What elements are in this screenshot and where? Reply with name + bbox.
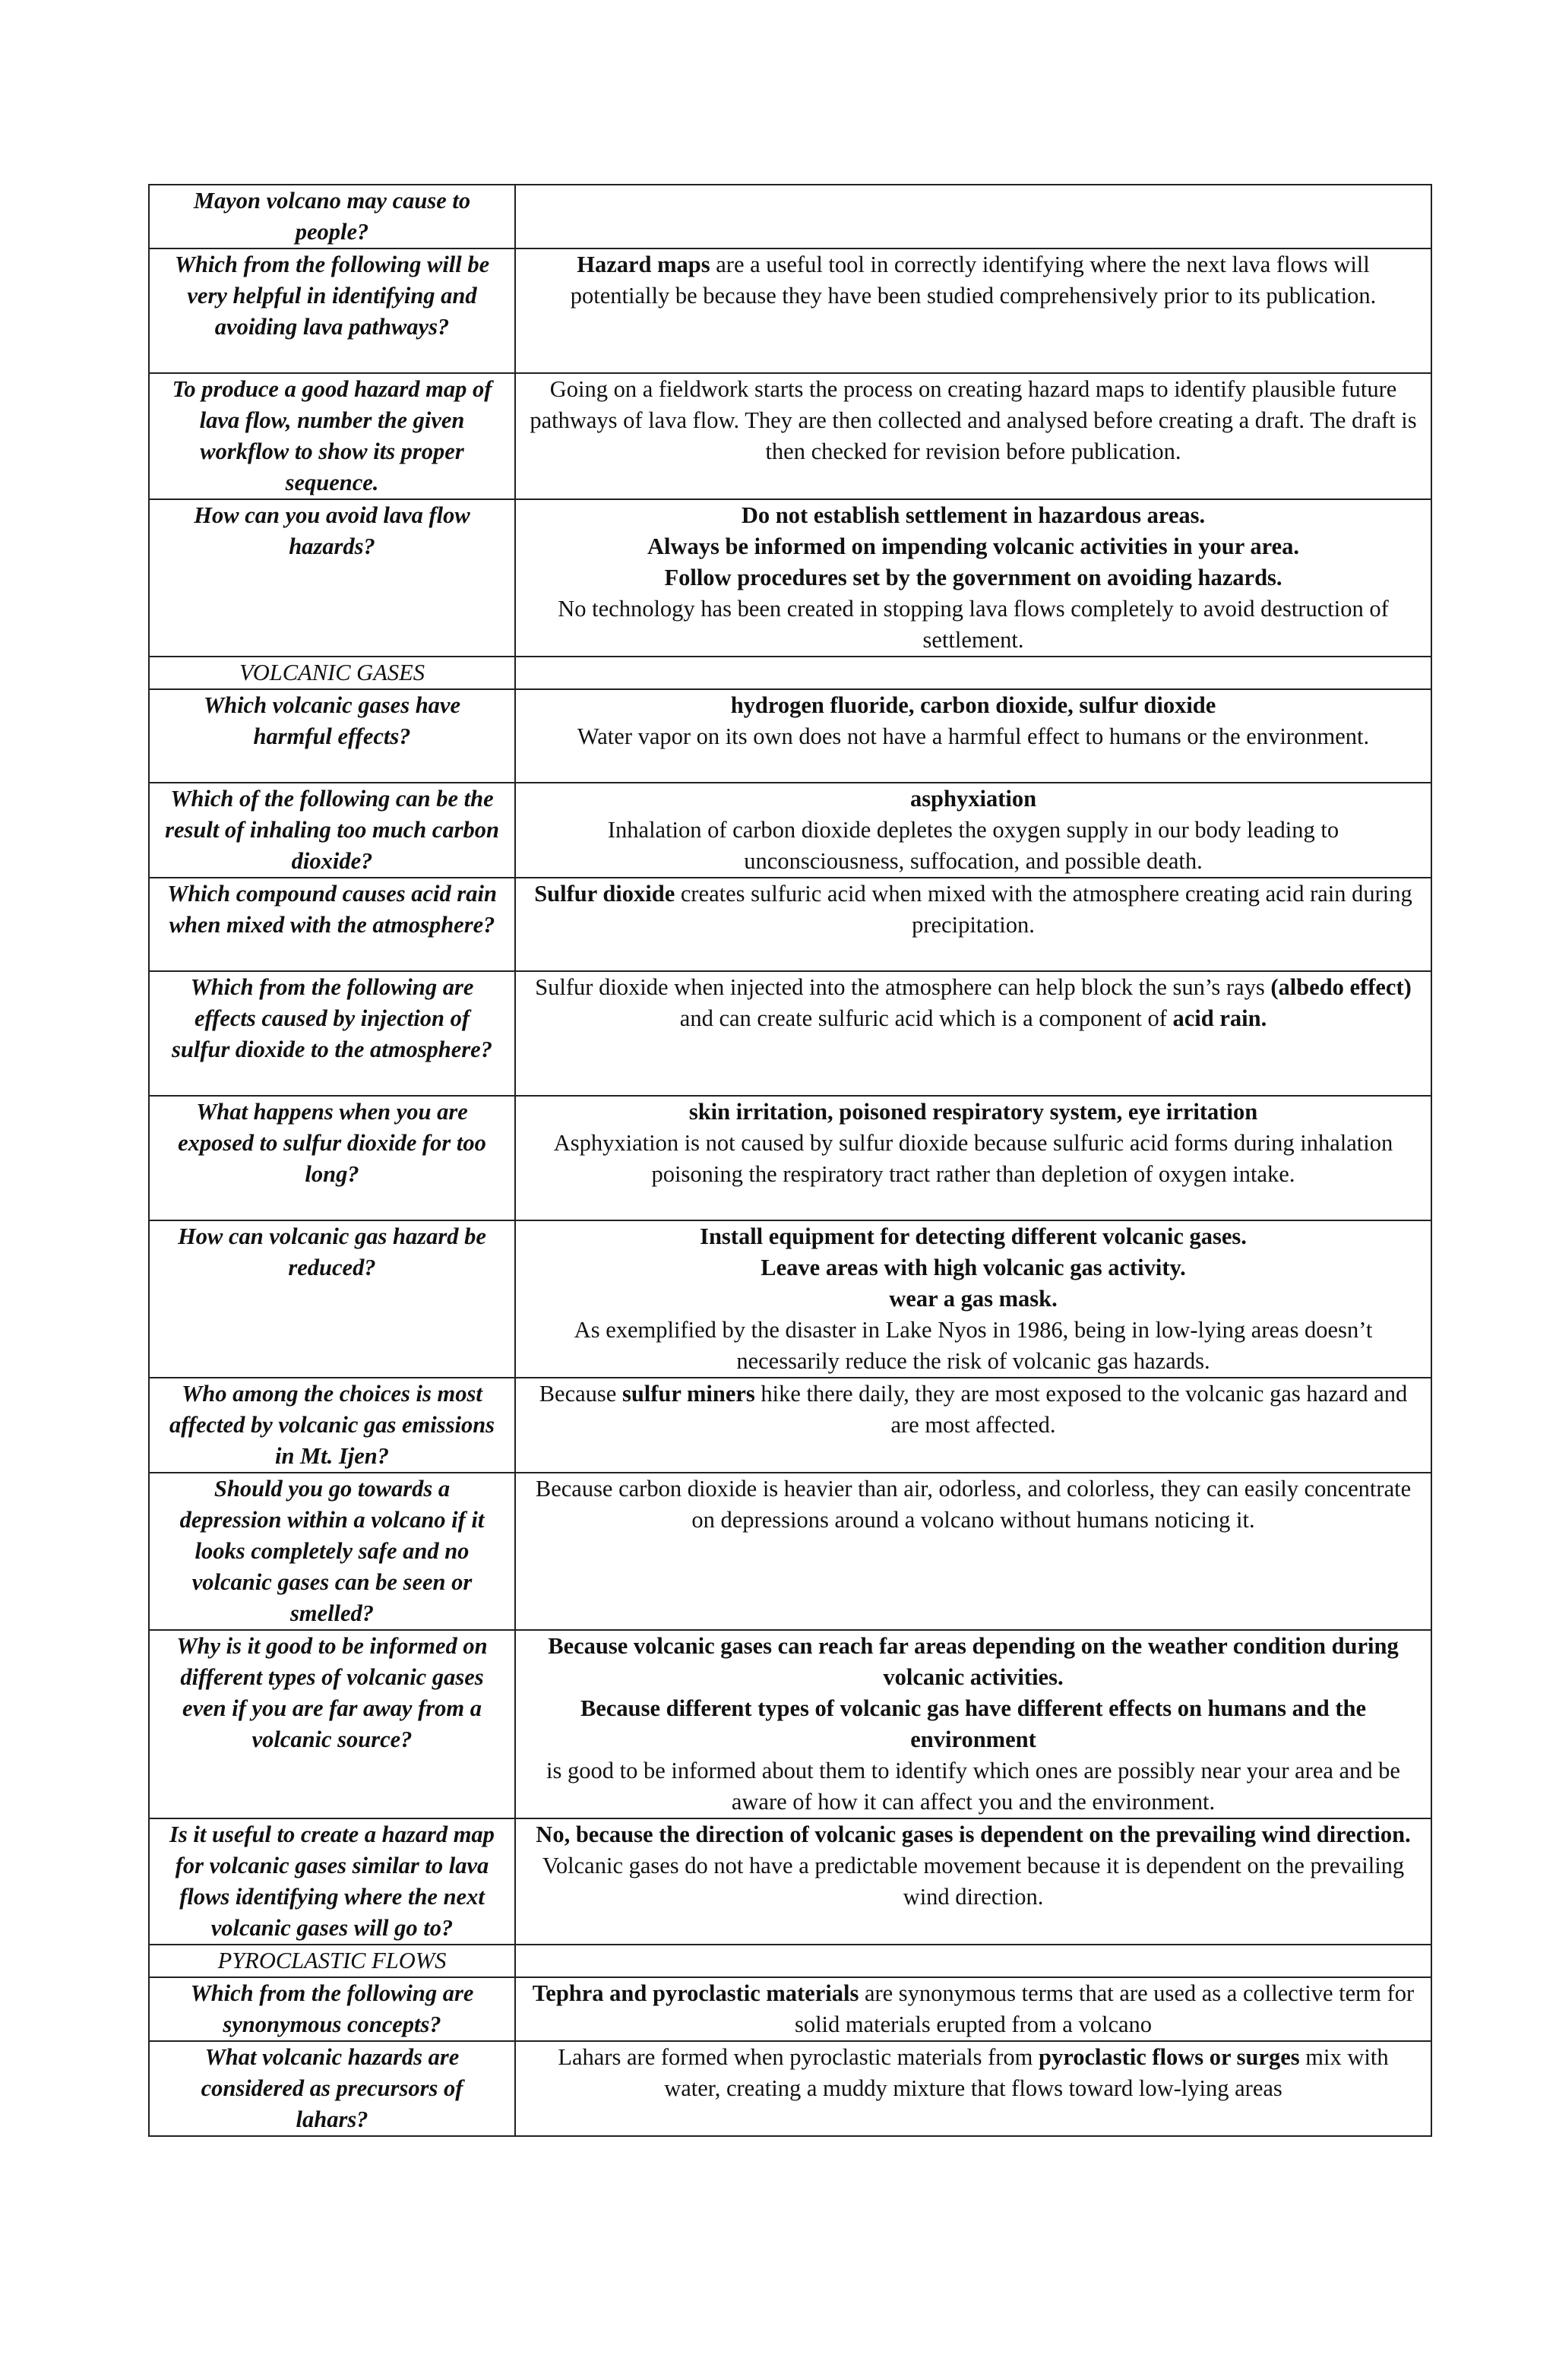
- answer-emphasis: Install equipment for detecting different volcanic gases.: [700, 1223, 1247, 1249]
- answer-line: [530, 1473, 1417, 1536]
- answer-line: [530, 374, 1417, 467]
- answer-line: [530, 2042, 1417, 2104]
- answer-line: [530, 562, 1417, 593]
- answer-cell: [515, 689, 1431, 783]
- answer-text: Sulfur dioxide when injected into the atmosphere can help block the sun’s rays: [535, 974, 1271, 1000]
- answer-text: Inhalation of carbon dioxide depletes the oxygen supply in our body leading to unconsciousness, suffocation, and possible death.: [607, 817, 1339, 874]
- answer-emphasis: acid rain.: [1172, 1005, 1267, 1031]
- answer-emphasis: Sulfur dioxide: [534, 881, 675, 907]
- answer-text: Because carbon dioxide is heavier than air, odorless, and colorless, they can easily concentrate on depressions around a volcano without humans noticing it.: [535, 1476, 1412, 1533]
- answer-line: [530, 593, 1417, 656]
- section-header-row: [149, 657, 1431, 689]
- answer-cell: [515, 878, 1431, 971]
- answer-line: [530, 1221, 1417, 1252]
- question-cell: Which volcanic gases have harmful effects?: [149, 689, 515, 783]
- answer-cell: [515, 248, 1431, 373]
- answer-emphasis: Because volcanic gases can reach far areas depending on the weather condition during volcanic activities.: [548, 1633, 1399, 1690]
- answer-text: As exemplified by the disaster in Lake Nyos in 1986, being in low-lying areas doesn’t necessarily reduce the risk of volcanic gas hazards.: [574, 1317, 1373, 1374]
- qa-row: [149, 2041, 1431, 2136]
- answer-text: are a useful tool in correctly identifying where the next lava flows will potentially be because they have been studied comprehensively prior to its publication.: [570, 252, 1377, 309]
- answer-emphasis: hydrogen fluoride, carbon dioxide, sulfur dioxide: [730, 692, 1216, 718]
- question-cell: What happens when you are exposed to sulfur dioxide for too long?: [149, 1096, 515, 1220]
- answer-cell: [515, 1945, 1431, 1977]
- answer-text: are synonymous terms that are used as a collective term for solid materials erupted from a volcano: [794, 1980, 1415, 2037]
- qa-row: [149, 1630, 1431, 1818]
- answer-cell: [515, 2041, 1431, 2136]
- answer-line: [530, 690, 1417, 721]
- qa-row: [149, 971, 1431, 1096]
- answer-cell: [515, 657, 1431, 689]
- qa-row: [149, 248, 1431, 373]
- question-cell: Mayon volcano may cause to people?: [149, 185, 515, 248]
- qa-row: [149, 1220, 1431, 1378]
- qa-row: [149, 1096, 1431, 1220]
- answer-cell: [515, 499, 1431, 657]
- answer-cell: [515, 1096, 1431, 1220]
- qa-row: [149, 499, 1431, 657]
- answer-cell: [515, 1378, 1431, 1473]
- answer-text: is good to be informed about them to identify which ones are possibly near your area and be aware of how it can affect you and the environment.: [546, 1758, 1400, 1815]
- answer-emphasis: asphyxiation: [909, 786, 1037, 812]
- answer-emphasis: Because different types of volcanic gas have different effects on humans and the environment: [580, 1695, 1367, 1752]
- answer-text: mix with water, creating a muddy mixture that flows toward low-lying areas: [664, 2044, 1389, 2101]
- question-cell: Which from the following will be very helpful in identifying and avoiding lava pathways?: [149, 248, 515, 373]
- answer-text: creates sulfuric acid when mixed with the atmosphere creating acid rain during precipitation.: [675, 881, 1412, 938]
- answer-text: Lahars are formed when pyroclastic materials from: [558, 2044, 1039, 2070]
- answer-line: [530, 1693, 1417, 1755]
- answer-line: [530, 500, 1417, 531]
- answer-line: [530, 1097, 1417, 1128]
- answer-cell: [515, 1977, 1431, 2041]
- question-cell: Which compound causes acid rain when mixed with the atmosphere?: [149, 878, 515, 971]
- question-cell: What volcanic hazards are considered as precursors of lahars?: [149, 2041, 515, 2136]
- qa-row: [149, 1473, 1431, 1630]
- table-body: [149, 185, 1431, 2136]
- answer-cell: [515, 971, 1431, 1096]
- answer-line: [530, 721, 1417, 752]
- answer-emphasis: Do not establish settlement in hazardous areas.: [741, 502, 1206, 528]
- section-title: VOLCANIC GASES: [149, 657, 515, 689]
- answer-line: [530, 1850, 1417, 1913]
- answer-text: Volcanic gases do not have a predictable movement because it is dependent on the prevailing wind direction.: [542, 1853, 1405, 1910]
- qa-row: [149, 689, 1431, 783]
- qa-row: [149, 1818, 1431, 1945]
- answer-text: and can create sulfuric acid which is a component of: [679, 1005, 1173, 1031]
- section-header-row: [149, 1945, 1431, 1977]
- answer-line: [530, 1128, 1417, 1190]
- answer-text: hike there daily, they are most exposed to the volcanic gas hazard and are most affected.: [754, 1381, 1408, 1438]
- answer-emphasis: (albedo effect): [1270, 974, 1412, 1000]
- answer-key-table: [148, 184, 1432, 2137]
- answer-line: [530, 1978, 1417, 2040]
- answer-emphasis: Hazard maps: [577, 252, 710, 277]
- qa-row: [149, 185, 1431, 248]
- answer-line: [530, 972, 1417, 1034]
- question-cell: Which from the following are effects caused by injection of sulfur dioxide to the atmosphere?: [149, 971, 515, 1096]
- question-cell: Is it useful to create a hazard map for volcanic gases similar to lava flows identifying where the next volcanic gases will go to?: [149, 1818, 515, 1945]
- qa-row: [149, 1378, 1431, 1473]
- answer-emphasis: wear a gas mask.: [889, 1286, 1058, 1312]
- answer-emphasis: No, because the direction of volcanic gases is dependent on the prevailing wind direction.: [536, 1821, 1411, 1847]
- question-cell: How can you avoid lava flow hazards?: [149, 499, 515, 657]
- answer-emphasis: skin irritation, poisoned respiratory system, eye irritation: [688, 1099, 1258, 1125]
- answer-line: [530, 1755, 1417, 1818]
- answer-line: [530, 783, 1417, 815]
- answer-line: [530, 1315, 1417, 1377]
- section-title: PYROCLASTIC FLOWS: [149, 1945, 515, 1977]
- question-cell: Why is it good to be informed on different types of volcanic gases even if you are far away from a volcanic source?: [149, 1630, 515, 1818]
- answer-emphasis: pyroclastic flows or surges: [1039, 2044, 1300, 2070]
- answer-line: [530, 878, 1417, 941]
- answer-cell: [515, 1630, 1431, 1818]
- answer-emphasis: sulfur miners: [621, 1381, 755, 1407]
- answer-text: Water vapor on its own does not have a harmful effect to humans or the environment.: [577, 723, 1370, 749]
- answer-cell: [515, 1818, 1431, 1945]
- answer-line: [530, 1378, 1417, 1441]
- qa-row: [149, 783, 1431, 878]
- answer-text: Going on a fieldwork starts the process on creating hazard maps to identify plausible future pathways of lava flow. They are then collected and analysed before creating a draft. The draft is then checked for revision before publication.: [530, 376, 1417, 464]
- qa-row: [149, 373, 1431, 499]
- answer-line: [530, 1819, 1417, 1850]
- answer-text: Asphyxiation is not caused by sulfur dioxide because sulfuric acid forms during inhalation poisoning the respiratory tract rather than depletion of oxygen intake.: [553, 1130, 1393, 1187]
- answer-text: Because: [539, 1381, 622, 1407]
- answer-cell: [515, 185, 1431, 248]
- answer-cell: [515, 783, 1431, 878]
- answer-line: [530, 249, 1417, 312]
- qa-row: [149, 1977, 1431, 2041]
- answer-emphasis: Follow procedures set by the government on avoiding hazards.: [664, 565, 1282, 590]
- question-cell: Which of the following can be the result of inhaling too much carbon dioxide?: [149, 783, 515, 878]
- answer-text: No technology has been created in stopping lava flows completely to avoid destruction of settlement.: [558, 596, 1389, 653]
- question-cell: To produce a good hazard map of lava flow, number the given workflow to show its proper sequence.: [149, 373, 515, 499]
- question-cell: Who among the choices is most affected by volcanic gas emissions in Mt. Ijen?: [149, 1378, 515, 1473]
- question-cell: Should you go towards a depression within a volcano if it looks completely safe and no volcanic gases can be seen or smelled?: [149, 1473, 515, 1630]
- answer-line: [530, 1631, 1417, 1693]
- question-cell: How can volcanic gas hazard be reduced?: [149, 1220, 515, 1378]
- question-cell: Which from the following are synonymous concepts?: [149, 1977, 515, 2041]
- answer-line: [530, 531, 1417, 562]
- answer-emphasis: Always be informed on impending volcanic activities in your area.: [647, 533, 1299, 559]
- answer-line: [530, 1252, 1417, 1283]
- answer-line: [530, 815, 1417, 877]
- answer-emphasis: Leave areas with high volcanic gas activity.: [761, 1255, 1186, 1280]
- qa-row: [149, 878, 1431, 971]
- answer-line: [530, 1283, 1417, 1315]
- answer-cell: [515, 1473, 1431, 1630]
- answer-cell: [515, 373, 1431, 499]
- answer-emphasis: Tephra and pyroclastic materials: [532, 1980, 859, 2006]
- answer-cell: [515, 1220, 1431, 1378]
